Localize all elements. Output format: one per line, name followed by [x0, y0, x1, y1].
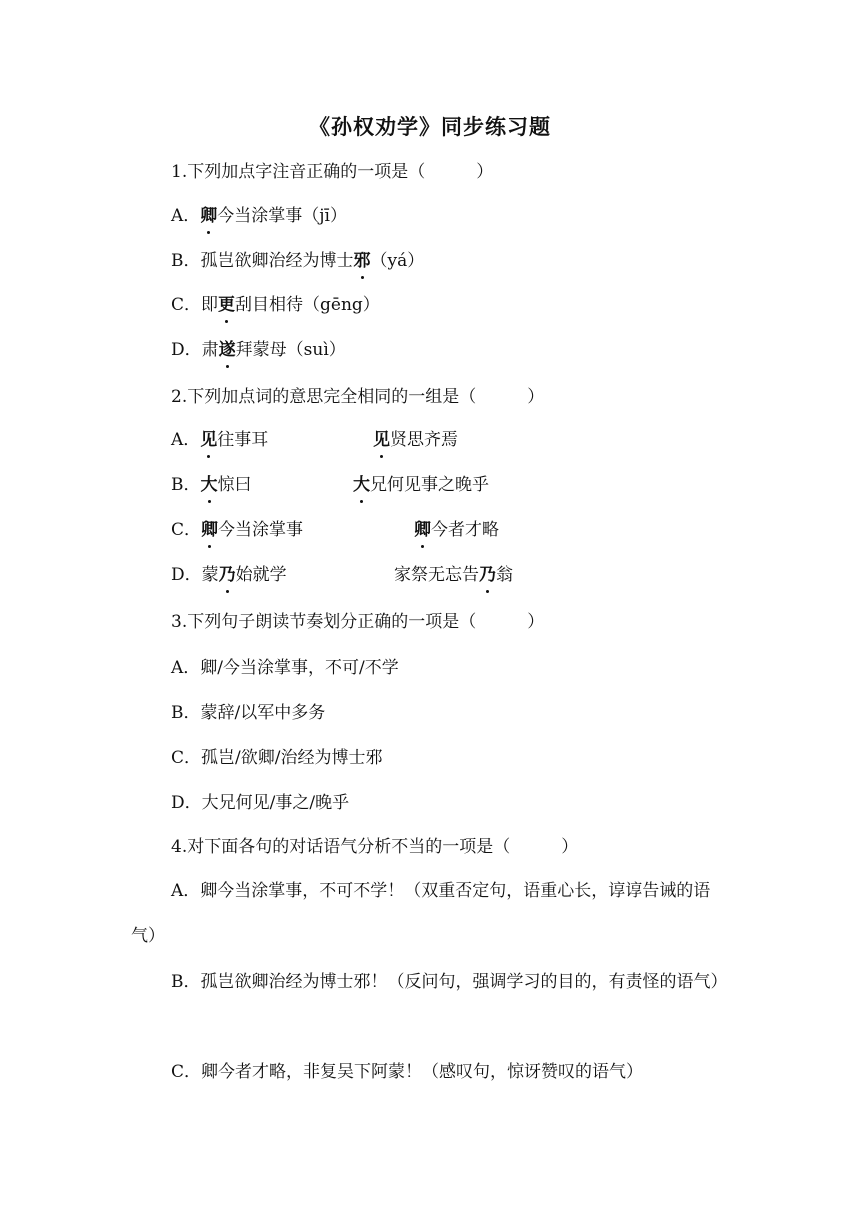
q1-c-suffix: 刮目相待（gēng） — [235, 295, 380, 315]
q1-option-d — [171, 339, 346, 361]
q2-d-text-1: 始就学 — [235, 565, 287, 585]
q2-d-text-2: 翁 — [496, 565, 513, 585]
q1-a-suffix: 今当涂掌事（jī） — [217, 206, 347, 226]
q2-d-prefix: D．蒙 — [171, 565, 219, 585]
q2-b-prefix: B． — [171, 475, 201, 495]
q2-c-dotted-char-1: 卿 — [201, 520, 219, 540]
q2-option-a-right — [373, 429, 458, 451]
q2-option-b-right — [353, 474, 489, 496]
q2-c-text-1: 今当涂掌事 — [218, 520, 304, 540]
q2-option-c-right — [414, 519, 499, 541]
q3-option-b: B．蒙辞/以军中多务 — [171, 703, 326, 723]
q2-b-dotted-char-2: 大 — [353, 475, 370, 495]
q2-a-dotted-char-2: 见 — [373, 430, 390, 450]
q2-a-text-2: 贤思齐焉 — [390, 430, 458, 450]
q4-stem: 4.对下面各句的对话语气分析不当的一项是（ ） — [171, 837, 579, 857]
q2-d-dotted-char-2: 乃 — [479, 565, 496, 585]
q3-option-c: C．孤岂/欲卿/治经为博士邪 — [171, 748, 383, 768]
q1-stem: 1.下列加点字注音正确的一项是（ ） — [171, 162, 494, 182]
q1-d-dotted-char: 遂 — [218, 340, 236, 360]
q4-option-b: B．孤岂欲卿治经为博士邪！（反问句，强调学习的目的，有责怪的语气） — [171, 972, 728, 992]
q2-c-prefix: C． — [171, 520, 202, 540]
q2-stem: 2.下列加点词的意思完全相同的一组是（ ） — [171, 387, 545, 407]
q1-option-b — [171, 250, 424, 272]
q1-a-dotted-char: 卿 — [200, 206, 218, 226]
q2-a-prefix: A． — [171, 430, 201, 450]
q1-d-suffix: 拜蒙母（suì） — [235, 340, 346, 360]
q4-option-a: A．卿今当涂掌事，不可不学！（双重否定句，语重心长，谆谆告诫的语气） — [131, 881, 711, 946]
q2-c-dotted-char-2: 卿 — [414, 520, 431, 540]
q2-option-a — [171, 429, 268, 451]
q2-d-dotted-char-1: 乃 — [218, 565, 236, 585]
q3-stem: 3.下列句子朗读节奏划分正确的一项是（ ） — [171, 612, 545, 632]
q2-b-dotted-char-1: 大 — [200, 475, 218, 495]
q2-b-text-1: 惊曰 — [217, 475, 252, 495]
q1-option-c — [171, 294, 380, 316]
q3-option-d: D．大兄何见/事之/晚乎 — [171, 793, 350, 813]
q2-option-c — [171, 519, 303, 541]
q1-c-prefix: C．即 — [171, 295, 219, 315]
page-title: 《孙权劝学》同步练习题 — [309, 115, 551, 139]
q1-c-dotted-char: 更 — [218, 295, 236, 315]
q2-a-dotted-char-1: 见 — [200, 430, 218, 450]
q1-b-prefix: B．孤岂欲卿治经为博士 — [171, 251, 354, 271]
q4-option-c: C．卿今者才略，非复吴下阿蒙！（感叹句，惊讶赞叹的语气） — [171, 1062, 644, 1082]
q2-c-text-2: 今者才略 — [431, 520, 499, 540]
q1-option-a — [171, 205, 347, 227]
q2-option-d-right — [394, 564, 513, 586]
q2-d-text-2-prefix: 家祭无忘告 — [394, 565, 479, 585]
q1-b-dotted-char: 邪 — [353, 251, 371, 271]
q2-b-text-2: 兄何见事之晚乎 — [370, 475, 489, 495]
q1-a-prefix: A． — [171, 206, 201, 226]
q1-b-suffix: （yá） — [370, 251, 425, 271]
q2-option-d — [171, 564, 287, 586]
q3-option-a: A．卿/今当涂掌事，不可/不学 — [171, 658, 399, 678]
q2-a-text-1: 往事耳 — [217, 430, 269, 450]
q1-d-prefix: D．肃 — [171, 340, 219, 360]
q2-option-b — [171, 474, 252, 496]
